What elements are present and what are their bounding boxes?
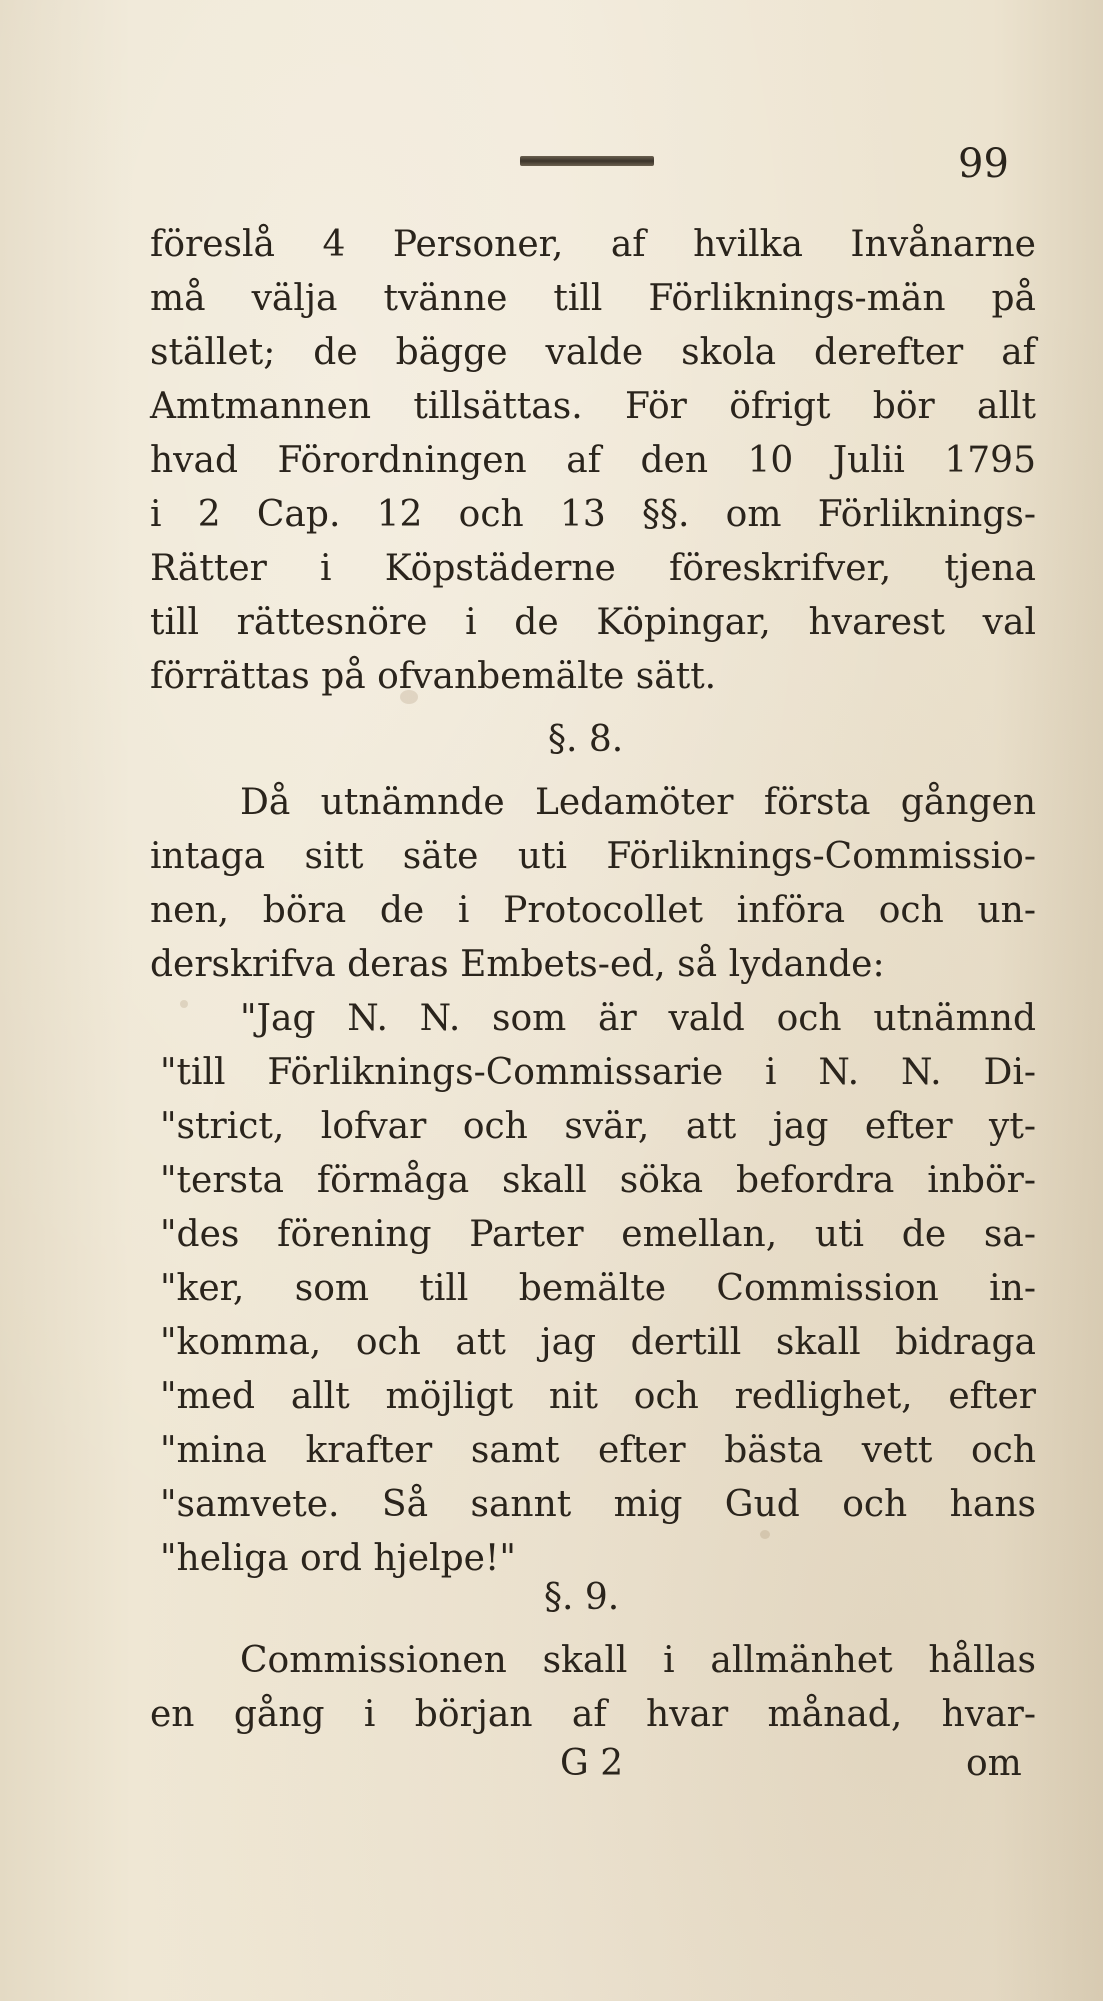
text-line: derskrifva deras Embets-ed, så lydande: <box>150 944 885 985</box>
text-line: Amtmannen tillsättas. För öfrigt bör allt <box>150 386 1036 427</box>
text-line: förrättas på ofvanbemälte sätt. <box>150 656 717 697</box>
paragraph-1 <box>150 218 1036 704</box>
section-9-text <box>150 1634 1036 1742</box>
text-line: till rättesnöre i de Köpingar, hvarest val <box>150 602 1036 643</box>
text-line: stället; de bägge valde skola derefter af <box>150 332 1036 373</box>
text-line: en gång i början af hvar månad, hvar- <box>150 1694 1036 1735</box>
text-line: må välja tvänne till Förliknings-män på <box>150 278 1036 319</box>
text-line: intaga sitt säte uti Förliknings-Commissio- <box>150 836 1036 877</box>
oath-line: "komma, och att jag dertill skall bidraga <box>160 1322 1036 1363</box>
section-heading-9: §. 9. <box>544 1577 620 1618</box>
oath-line: "mina krafter samt efter bästa vett och <box>160 1430 1036 1471</box>
text-line: nen, böra de i Protocollet införa och un- <box>150 890 1036 931</box>
oath-line: "till Förliknings-Commissarie i N. N. Di- <box>160 1052 1036 1093</box>
text-line: Då utnämnde Ledamöter första gången <box>240 782 1036 823</box>
text-line: föreslå 4 Personer, af hvilka Invånarne <box>150 224 1036 265</box>
oath-line: "des förening Parter emellan, uti de sa- <box>160 1214 1036 1255</box>
oath-text <box>150 992 1036 1586</box>
page-number: 99 <box>958 141 1009 187</box>
header-rule <box>520 156 654 166</box>
oath-line: "med allt möjligt nit och redlighet, efter <box>160 1376 1036 1417</box>
text-line: Commissionen skall i allmänhet hållas <box>240 1640 1036 1681</box>
text-line: Rätter i Köpstäderne föreskrifver, tjena <box>150 548 1036 589</box>
oath-line: "heliga ord hjelpe!" <box>160 1538 516 1579</box>
catchword: om <box>966 1743 1022 1784</box>
oath-line: "strict, lofvar och svär, att jag efter yt- <box>160 1106 1036 1147</box>
oath-line: "samvete. Så sannt mig Gud och hans <box>160 1484 1036 1525</box>
oath-line: "ker, som till bemälte Commission in- <box>160 1268 1036 1309</box>
oath-line: "Jag N. N. som är vald och utnämnd <box>240 998 1036 1039</box>
text-line: hvad Förordningen af den 10 Julii 1795 <box>150 440 1036 481</box>
oath-line: "tersta förmåga skall söka befordra inbör- <box>160 1160 1036 1201</box>
section-8-intro <box>150 776 1036 992</box>
signature-mark: G 2 <box>560 1743 624 1784</box>
section-heading-8: §. 8. <box>548 719 624 760</box>
text-line: i 2 Cap. 12 och 13 §§. om Förliknings- <box>150 494 1036 535</box>
